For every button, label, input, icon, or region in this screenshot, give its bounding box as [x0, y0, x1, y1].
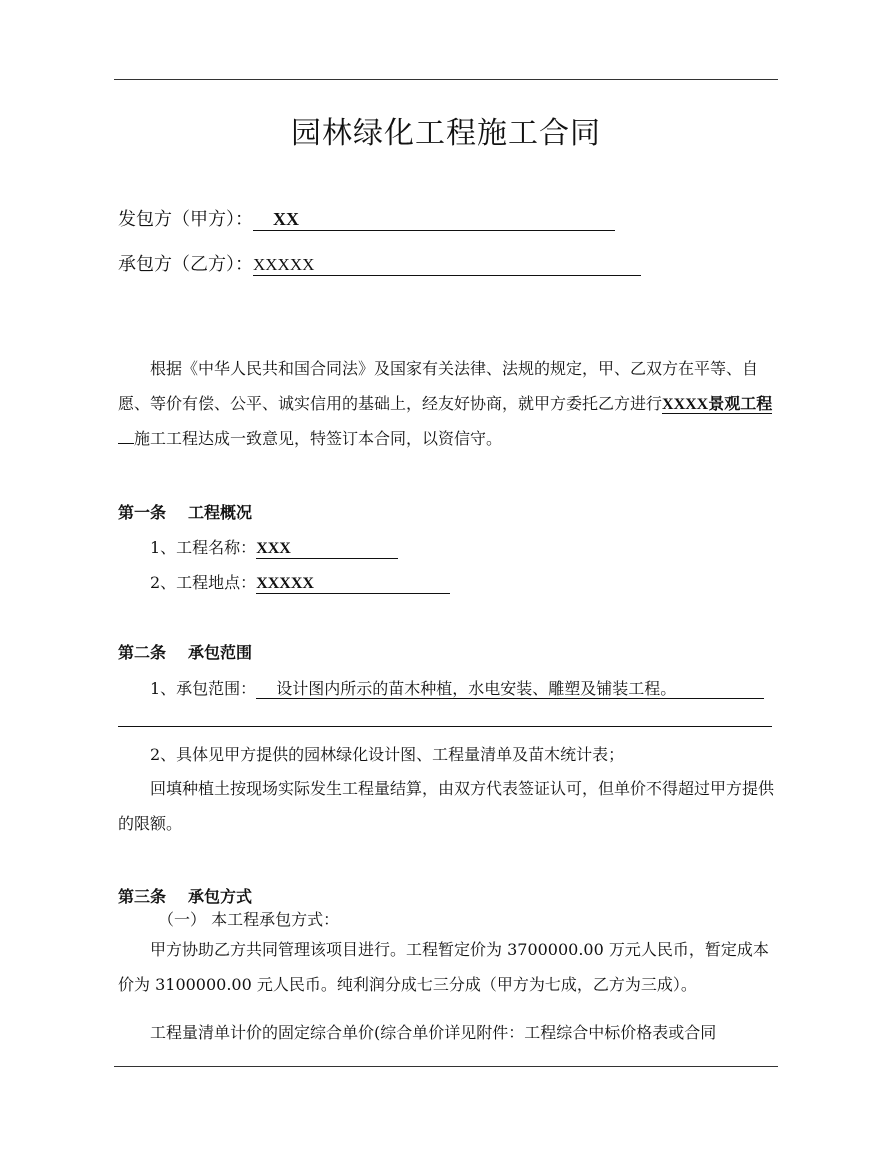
article2-number: 第二条 [118, 643, 167, 662]
project-location-label: 2、工程地点： [150, 573, 257, 592]
scope-label: 1、承包范围： [150, 679, 257, 698]
party-b-label: 承包方（乙方）： [118, 254, 253, 275]
scope-continuation-line [118, 726, 772, 727]
intro-project-underline [118, 443, 134, 444]
project-location-value: XXXXX [256, 575, 450, 594]
unit-price-paragraph: 工程量清单计价的固定综合单价(综合单价详见附件：工程综合中标价格表或合同 [150, 1023, 717, 1042]
contract-price-paragraph: 甲方协助乙方共同管理该项目进行。工程暂定价为 3700000.00 万元人民币，暂定成本价为 3100000.00 元人民币。纯利润分成七三分成（甲方为七成，乙方为三成）。 [118, 940, 769, 994]
party-a-line [118, 205, 615, 231]
article3-title: 承包方式 [188, 887, 253, 906]
intro-after: 施工工程达成一致意见，特签订本合同，以资信守。 [134, 429, 503, 448]
intro-before: 根据《中华人民共和国合同法》及国家有关法律、法规的规定，甲、乙双方在平等、自愿、等价有偿、公平、诚实信用的基础上，经友好协商，就甲方委托乙方进行 [118, 359, 759, 413]
article1-title: 工程概况 [188, 503, 253, 522]
article3-number: 第三条 [118, 887, 167, 906]
document-title: 园林绿化工程施工合同 [291, 116, 601, 151]
article1-heading [118, 500, 252, 523]
backfill-paragraph: 回填种植土按现场实际发生工程量结算，由双方代表签证认可，但单价不得超过甲方提供的限额。 [118, 779, 775, 833]
intro-project: XXXX景观工程 [662, 395, 773, 413]
party-b-line [118, 250, 641, 276]
footer-rule [114, 1066, 778, 1067]
scope-line [150, 676, 764, 699]
scope-value: 设计图内所示的苗木种植，水电安装、雕塑及铺装工程。 [256, 680, 764, 699]
article2-title: 承包范围 [188, 643, 253, 662]
scope-item-2: 2、具体见甲方提供的园林绿化设计图、工程量清单及苗木统计表； [150, 745, 625, 764]
project-location-line [150, 570, 450, 594]
contract-method-subheading: （一） 本工程承包方式： [158, 910, 340, 929]
article3-heading [118, 884, 252, 907]
project-name-value: XXX [256, 540, 398, 559]
party-b-value: XXXXX [253, 256, 641, 276]
project-name-label: 1、工程名称： [150, 538, 257, 557]
intro-paragraph [118, 352, 780, 457]
article2-heading [118, 640, 252, 663]
party-a-label: 发包方（甲方）： [118, 209, 253, 230]
article1-number: 第一条 [118, 503, 167, 522]
project-name-line [150, 535, 398, 559]
header-rule [114, 79, 778, 80]
party-a-value: XX [253, 210, 615, 231]
